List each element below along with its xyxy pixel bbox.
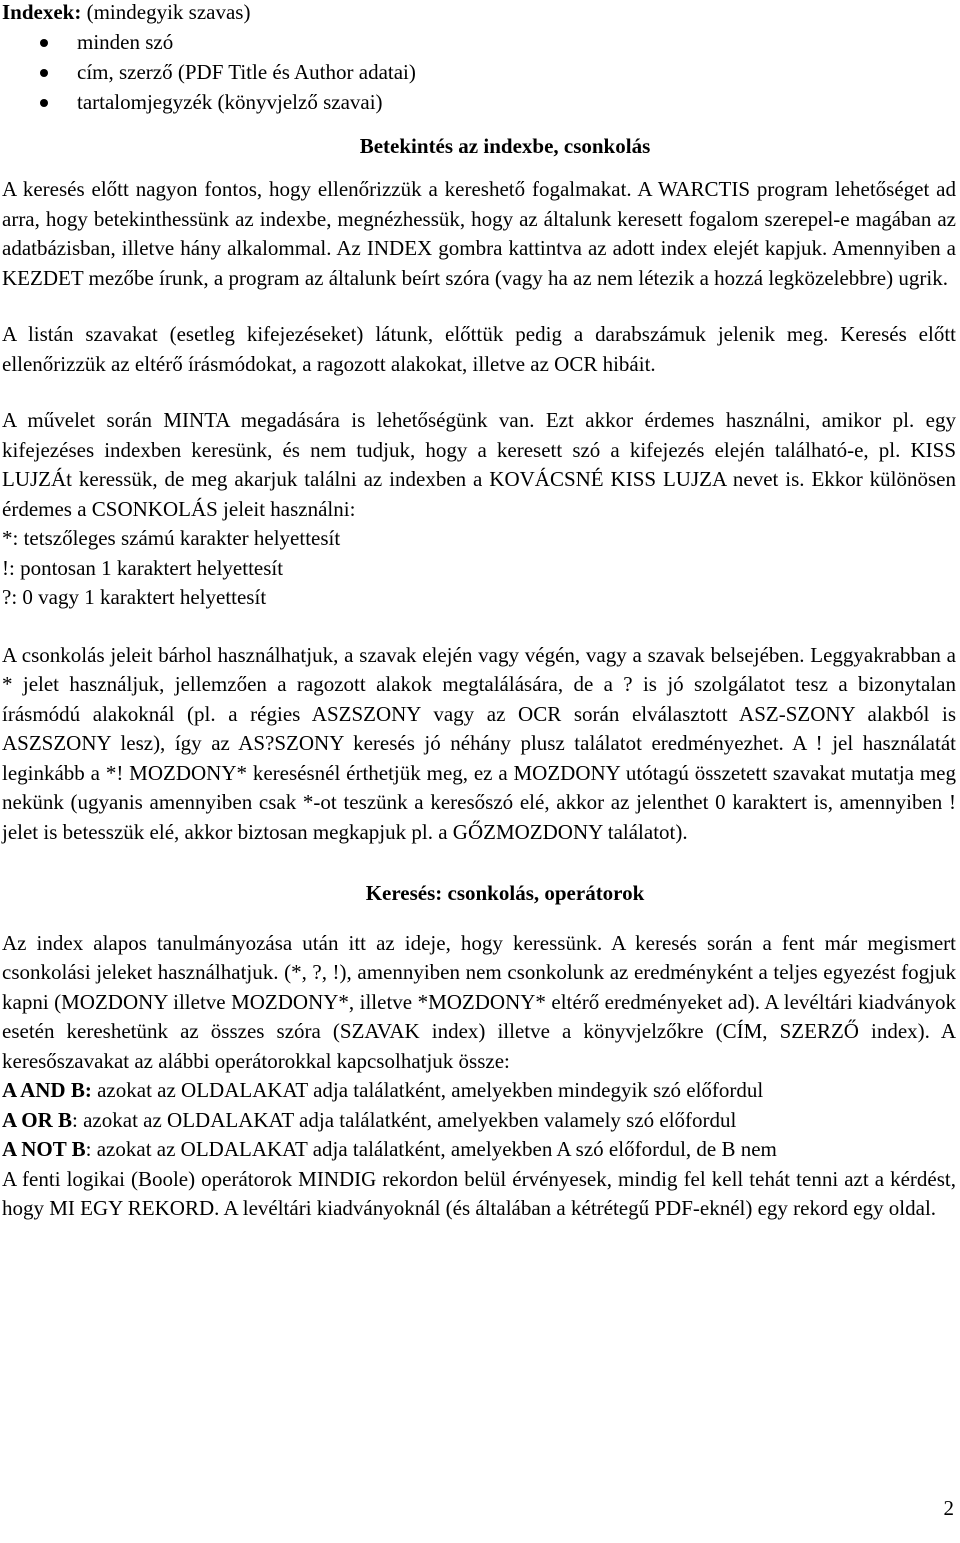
operator-or (2, 1106, 956, 1136)
indexes-heading (2, 0, 956, 28)
operator-keyword: A AND B: (2, 1078, 92, 1102)
paragraph-pattern: A művelet során MINTA megadására is lehetőségünk van. Ezt akkor érdemes használni, amikor pl. egy kifejezéses indexben keresünk, és nem tudjuk, hogy a keresett szó a kifejezés elején található-e, pl. KISS LUJZÁt keressük, de meg akarjuk találni az indexben a KOVÁCSNÉ KISS LUJZA nevet is. Ekkor különösen érdemes a CSONKOLÁS jeleit használni: (2, 408, 956, 521)
section-title-preview: Betekintés az indexbe, csonkolás (359, 133, 651, 158)
section-title-search: Keresés: csonkolás, operátorok (365, 881, 645, 905)
wildcard-line: !: pontosan 1 karaktert helyettesít (2, 555, 284, 580)
operator-description: : azokat az OLDALAKAT adja találatként, amelyekben A szó előfordul, de B nem (85, 1137, 777, 1161)
list-item-text: cím, szerző (PDF Title és Author adatai) (77, 59, 416, 84)
paragraph-list-info: A listán szavakat (esetleg kifejezéseket) látunk, előttük pedig a darabszámuk jelenik meg. Keresés előtt ellenőrizzük az eltérő írásmódokat, a ragozott alakokat, illetve az OCR hibáit. (2, 322, 956, 376)
list-item (2, 28, 956, 58)
operator-keyword: A OR B (2, 1107, 73, 1132)
operator-description: azokat az OLDALAKAT adja találatként, amelyekben mindegyik szó előfordul (91, 1078, 764, 1102)
bullet-icon (40, 39, 48, 47)
operator-not (2, 1135, 956, 1165)
list-item (2, 58, 956, 88)
indexes-list (2, 28, 956, 118)
bullet-icon (40, 69, 48, 77)
list-item (2, 88, 956, 118)
indexes-label: Indexek: (2, 0, 82, 24)
paragraph-search-intro: Az index alapos tanulmányozása után itt az ideje, hogy keressünk. A keresés során a fent már megismert csonkolási jeleket használhatjuk. (*, ?, !), amennyiben nem csonkolunk az eredményként a teljes egyezést fogjuk kapni (MOZDONY illetve MOZDONY*, illetve *MOZDONY* eltérő eredményeket ad). A levéltári kiadványok esetén kereshetünk az összes szóra (SZAVAK index) illetve a könyvjelzőkre (CÍM, SZERZŐ index). A keresőszavakat az alábbi operátorokkal kapcsolhatjuk össze: (2, 930, 956, 1073)
paragraph-truncation-usage: A csonkolás jeleit bárhol használhatjuk, a szavak elején vagy végén, vagy a szavak belsejében. Leggyakrabban a * jelet használjuk, jellemzően a ragozott alakok megtalálására, de a ? is jó szolgálatot tesz a bizonytalan írásmódú alakoknál (pl. a régies ASZSZONY vagy az OCR során elválasztott ASZ-SZONY alakból is ASZSZONY lesz), így az AS?SZONY keresés jó néhány plusz találatot eredményezhet. A ! jel használatát leginkább a *! MOZDONY* keresésnél érthetjük meg, ez a MOZDONY utótagú összetett szavakat mutatja meg nekünk (ugyanis amennyiben csak *-ot teszünk a keresőszó elé, akkor az jelenthet 0 karaktert is, amennyiben ! jelet is betesszük elé, akkor biztosan megkapjuk pl. a GŐZMOZDONY találatot). (2, 642, 956, 844)
paragraph-warctis-intro: A keresés előtt nagyon fontos, hogy ellenőrizzük a kereshető fogalmakat. A WARCTIS program lehetőséget ad arra, hogy betekinthessünk az indexbe, megnézhessük, hogy az általunk keresett fogalom szerepel-e magában az adatbázisban, illetve hány alkalommal. Az INDEX gombra kattintva az adott index elejét kapjuk. Amennyiben a KEZDET mezőbe írunk, a program az általunk beírt szóra (vagy ha az nem létezik a hozzá legközelebbre) ugrik. (2, 177, 956, 290)
list-item-text: tartalomjegyzék (könyvjelző szavai) (77, 89, 383, 114)
operator-and (2, 1076, 956, 1106)
page-number: 2 (943, 1496, 954, 1520)
bullet-icon (40, 99, 48, 107)
list-item-text: minden szó (77, 29, 174, 54)
operator-description: : azokat az OLDALAKAT adja találatként, amelyekben valamely szó előfordul (72, 1107, 737, 1132)
paragraph-boolean-record: A fenti logikai (Boole) operátorok MINDIG rekordon belül érvényesek, mindig fel kell tehát tenni azt a kérdést, hogy MI EGY REKORD. A levéltári kiadványoknál (és általában a kétrétegű PDF-eknél) egy rekord egy oldal. (2, 1166, 956, 1220)
wildcard-line: *: tetszőleges számú karakter helyettesít (2, 526, 341, 550)
indexes-label-note: (mindegyik szavas) (81, 0, 251, 24)
operator-keyword: A NOT B (2, 1137, 86, 1161)
wildcard-line: ?: 0 vagy 1 karaktert helyettesít (2, 585, 267, 609)
